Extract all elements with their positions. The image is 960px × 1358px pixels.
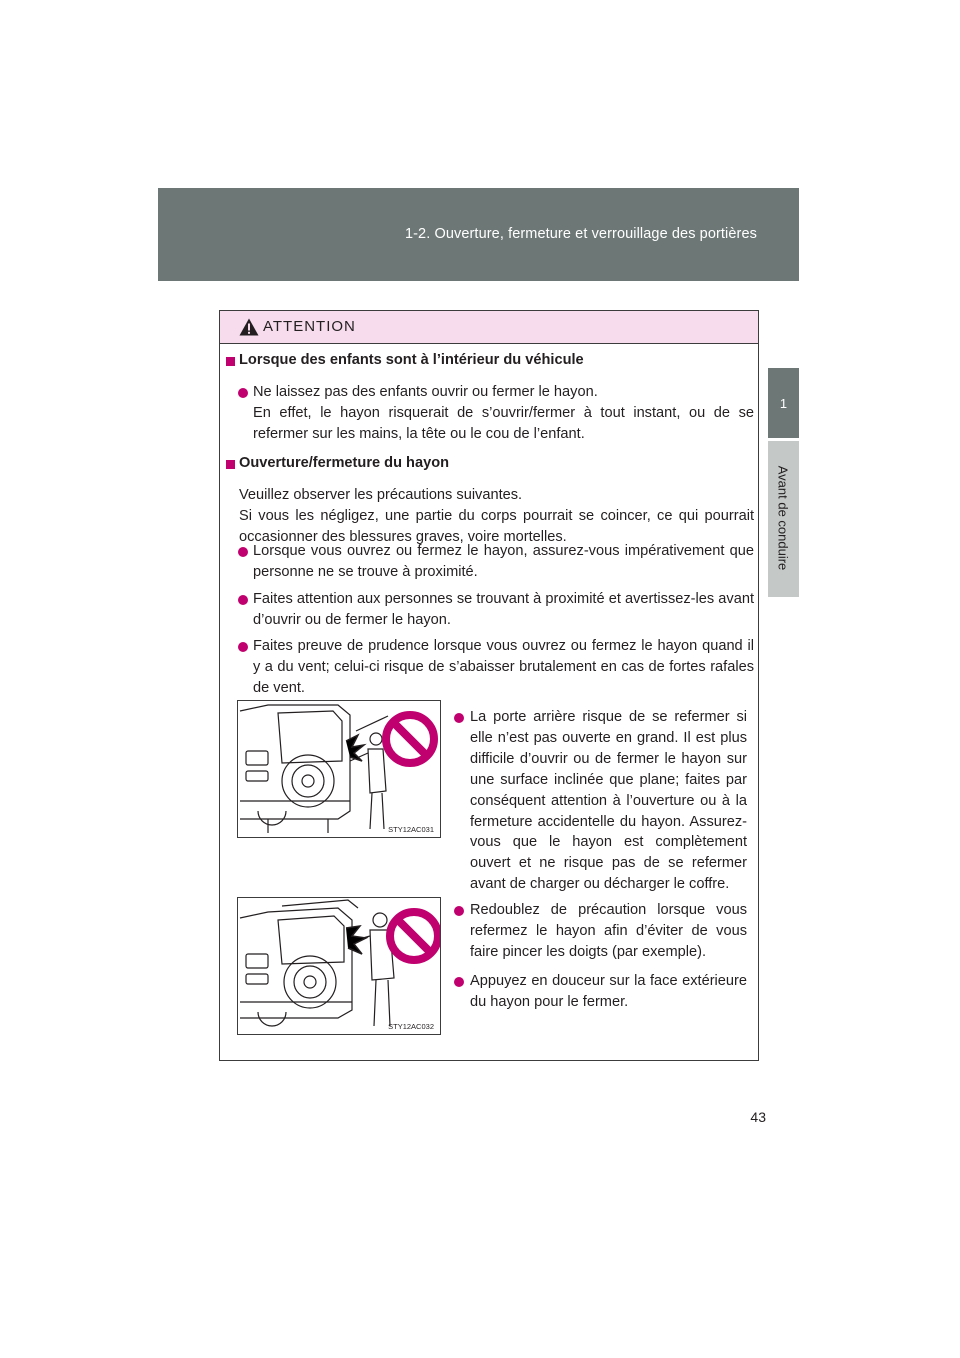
page-number: 43 [750, 1109, 766, 1125]
intro-text: Veuillez observer les précautions suivantes. [239, 487, 523, 503]
caution-box [219, 310, 759, 1061]
vehicle-illustration [238, 898, 440, 1034]
bullet-dot-icon [454, 906, 464, 916]
caution-title: ATTENTION [263, 318, 356, 335]
intro-text: Si vous les négligez, une partie du corps pourrait se coincer, ce qui pourrait occasionner des blessures graves, voire mortelles. [239, 508, 754, 545]
bullet-dot-icon [454, 977, 464, 987]
prohibited-icon [386, 715, 434, 763]
bullet-text: Lorsque vous ouvrez ou fermez le hayon, assurez-vous impérativement que personne ne se trouve à proximité. [253, 543, 754, 580]
bullet-dot-icon [238, 388, 248, 398]
chapter-label: Avant de conduire [775, 465, 791, 571]
bullet-dot-icon [454, 713, 464, 723]
bullet-dot-icon [238, 595, 248, 605]
section-heading: Lorsque des enfants sont à l’intérieur du véhicule [239, 352, 584, 368]
bullet-text: Appuyez en douceur sur la face extérieure du hayon pour le fermer. [470, 973, 747, 1010]
bullet-text: En effet, le hayon risquerait de s’ouvrir/fermer à tout instant, ou de se refermer sur les mains, la tête ou le cou de l’enfant. [253, 405, 754, 442]
vehicle-illustration [238, 701, 440, 837]
prohibited-icon [390, 912, 438, 960]
figure-code: STY12AC032 [388, 1022, 434, 1031]
figure-code: STY12AC031 [388, 825, 434, 834]
warning-triangle-icon [239, 318, 259, 336]
chapter-tab [768, 368, 799, 438]
section-title: 1-2. Ouverture, fermeture et verrouillage des portières [404, 226, 757, 242]
caution-header [220, 311, 758, 344]
section-heading: Ouverture/fermeture du hayon [239, 455, 450, 471]
illustration-tailgate-closing [237, 700, 441, 838]
bullet-text: Faites attention aux personnes se trouvant à proximité et avertissez-les avant d’ouvrir ou de fermer le hayon. [253, 591, 754, 628]
square-bullet-icon [226, 357, 235, 366]
bullet-text: La porte arrière risque de se refermer si elle n’est pas ouverte en grand. Il est plus difficile d’ouvrir ou de fermer le hayon sur une surface inclinée que plane; faites par conséquent attention à l’ouverture ou à la fermeture accidentelle du hayon. Assurez-vous que le hayon est complètement ouvert et ne risque pas de se refermer avant de charger ou décharger le coffre. [470, 709, 747, 893]
bullet-text: Redoublez de précaution lorsque vous refermez le hayon afin d’éviter de vous faire pincer les doigts (par exemple). [470, 902, 747, 960]
bullet-text: Ne laissez pas des enfants ouvrir ou fermer le hayon. [253, 384, 598, 400]
bullet-dot-icon [238, 642, 248, 652]
illustration-fingers-pinched [237, 897, 441, 1035]
bullet-text: Faites preuve de prudence lorsque vous ouvrez ou fermez le hayon quand il y a du vent; celui-ci risque de s’abaisser brutalement en cas de fortes rafales de vent. [253, 638, 754, 696]
square-bullet-icon [226, 460, 235, 469]
bullet-dot-icon [238, 547, 248, 557]
chapter-number: 1 [779, 396, 788, 411]
section-header [158, 188, 799, 281]
